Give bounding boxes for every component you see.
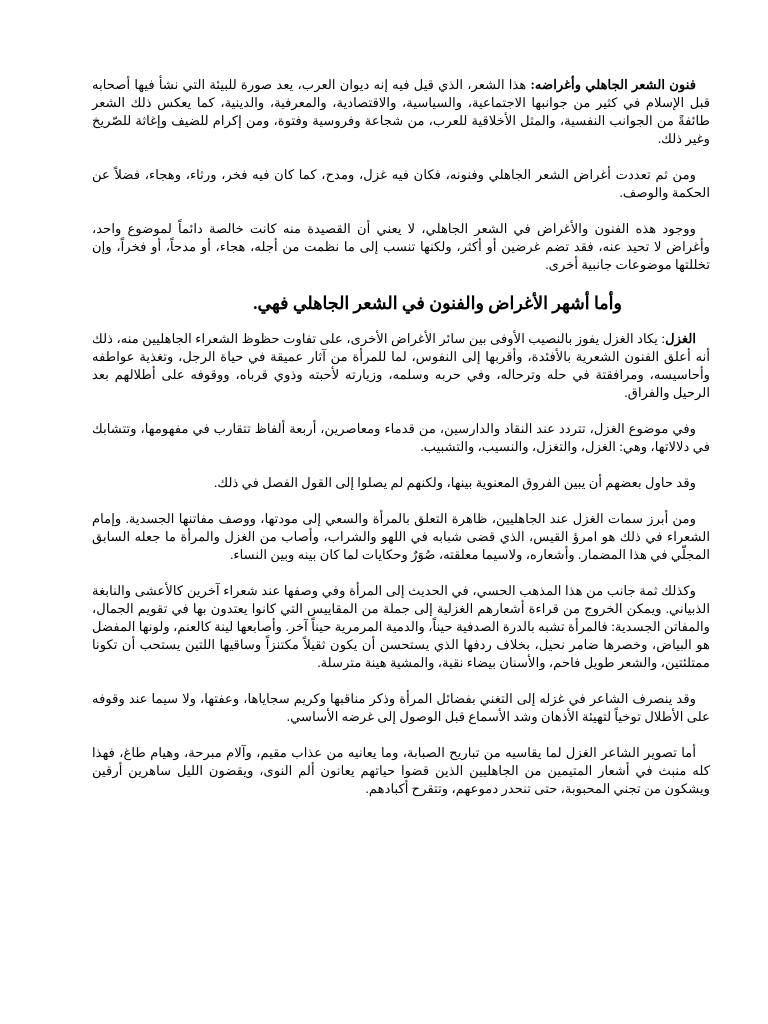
section-heading: وأما أشهر الأغراض والفنون في الشعر الجاهلي فهي. (253, 293, 622, 313)
ghazal-label: الغزل (665, 331, 696, 346)
paragraph-virtues: وقد ينصرف الشاعر في غزله إلى التغني بفضائل المرأة وذكر مناقبها وكريم سجاياها، وعفتها، ولا سيما عند وقوفه على الأطلال توخياً لتهيئة الأذهان وشد الأسماع قبل الوصول إلى غرضه الأساسي. (92, 691, 710, 724)
paragraph-differences: وقد حاول بعضهم أن يبين الفروق المعنوية بينها، ولكنهم لم يصلوا إلى القول الفصل في ذلك. (214, 475, 696, 490)
paragraph-multiple-themes: ووجود هذه الفنون والأغراض في الشعر الجاهلي، لا يعني أن القصيدة منه كانت خالصة دائماً لموضوع واحد، وأغراض لا تحيد عنه، فقد تضم غرضين أو أكثر، ولكنها تنسب إلى ما نظمت من أجله، هجاء، أو مدحاً، أو فخراً، وإن تخللتها موضوعات جانبية أخرى. (92, 221, 710, 272)
paragraph-beauty-standards: وكذلك ثمة جانب من هذا المذهب الحسي، في الحديث إلى المرأة وفي وصفها عند شعراء آخرين كالأعشى والنابغة الذبياني. ويمكن الخروج من قراءة أشعارهم الغزلية إلى جملة من المقاييس التي كانوا يعتدون بها في تقويم الجمال، والمفاتن الجسدية: فالمرأة تشبه بالدرة الصدفية حيناً، والدمية المرمرية حيناً آخر. وأصابعها لينة كالعنم، ولونها المفضل هو البياض، وخصرها ضامر نحيل، بخلاف ردفها الذي يستحسن أن يكون ثقيلاً مكتنزاً وساقيها اللتين يستحب أن تكونا ممتلئتين، والشعر طويل فاحم، والأسنان بيضاء نقية، والمشية هينة مترسلة. (92, 583, 710, 670)
paragraph-genres: ومن ثم تعددت أغراض الشعر الجاهلي وفنونه، فكان فيه غزل، ومدح، كما كان فيه فخر، ورثاء، وهجاء، فضلاً عن الحكمة والوصف. (92, 167, 710, 200)
intro-text: هذا الشعر، الذي قيل فيه إنه ديوان العرب، يعد صورة للبيئة التي نشأ فيها أصحابه قبل الإسلام في كثير من جوانبها الاجتماعية، والسياسية، والاقتصادية، والمعرفية، والدينية، كما يعكس ذلك الشعر طائفةً من الجوانب النفسية، والمثل الأخلاقية للعرب، من شجاعة وفروسية وفتوة، ومن إكرام للضيف وإغاثة للصّريخ وغير ذلك. (92, 77, 710, 146)
paragraph-intro (92, 76, 710, 148)
paragraph-imru-alqais: ومن أبرز سمات الغزل عند الجاهليين، ظاهرة التعلق بالمرأة والسعي إلى مودتها، ووصف مفاتنها الجسدية. وإمام الشعراء في ذلك هو امرؤ القيس، الذي قضى شبابه في اللهو والشراب، وأصاب من الغزل والمرأة ما جعله السابق المجلّي في هذا المضمار. وأشعاره، ولاسيما معلقته، صُوَرٌ وحكايات لما كان بينه وبين النساء. (92, 511, 710, 562)
document-page (92, 76, 710, 816)
paragraph-lovers-suffering: أما تصوير الشاعر الغزل لما يقاسيه من تباريح الصبابة، وما يعانيه من عذاب مقيم، وآلام مبرحة، وهيام طاغ، فهذا كله منبث في أشعار المتيمين من الجاهليين الذين قضوا حياتهم يعانون ألم النوى، ويقضون الليل ساهرين أرقين ويشكون من تجني المحبوبة، حتى تنحدر دموعهم، وتتقرح أكبادهم. (92, 745, 710, 796)
ghazal-text: : يكاد الغزل يفوز بالنصيب الأوفى بين سائر الأغراض الأخرى، على تفاوت حظوظ الشعراء الجاهليين منه، ذلك أنه أعلق الفنون الشعرية بالأفئدة، وأقربها إلى النفوس، لما للمرأة من آثار عميقة في حياة الرجل، وتغذية عواطفه وأحاسيسه، ومرافقتة في حله وترحاله، وفي حربه وسلمه، وزيارته لأحبته وذوي قرباه، ووقوفه على أطلالهم بعد الرحيل والفراق. (92, 331, 710, 400)
intro-heading-label: فنون الشعر الجاهلي وأغراضه: (530, 77, 696, 92)
paragraph-ghazal-terms: وفي موضوع الغزل، تتردد عند النقاد والدارسين، من قدماء ومعاصرين، أربعة ألفاظ تتقارب في مفهومها، وتتشابك في دلالاتها، وهي: الغزل، والتغزل، والنسيب، والتشبيب. (92, 421, 710, 454)
paragraph-ghazal (92, 330, 710, 402)
